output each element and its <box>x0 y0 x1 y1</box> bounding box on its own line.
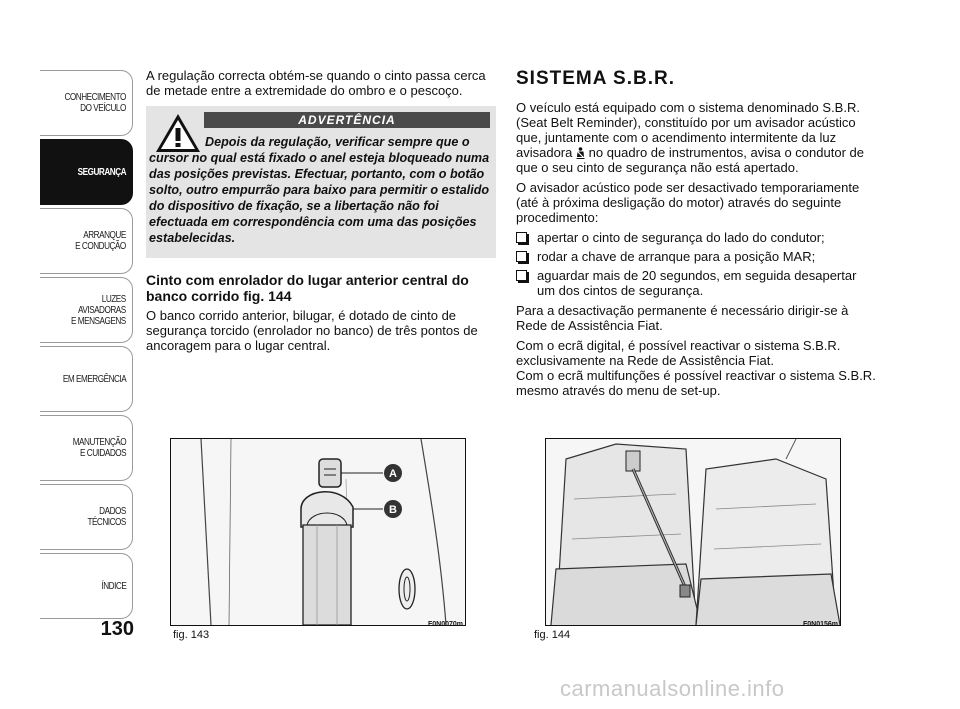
figure-caption: fig. 144 <box>534 629 571 641</box>
body-paragraph: O banco corrido anterior, bilugar, é dotado de cinto de segurança torcido (enrolador no banco) de três pontos de ancoragem para o lugar central. <box>146 308 478 353</box>
tab-manutencao[interactable]: MANUTENÇÃO E CUIDADOS <box>40 415 133 481</box>
tab-conhecimento[interactable]: CONHECIMENTO DO VEÍCULO <box>40 70 133 136</box>
intro-paragraph: A regulação correcta obtém-se quando o cinto passa cerca de metade entre a extremidade do ombro e o pescoço. <box>146 68 486 98</box>
figure-caption: fig. 143 <box>173 629 210 641</box>
warning-header: ADVERTÊNCIA <box>204 112 490 128</box>
tab-emergencia[interactable]: EM EMERGÊNCIA <box>40 346 133 412</box>
bench-seat-illustration <box>546 439 840 625</box>
chapter-sidebar <box>40 70 133 622</box>
callout-label-b: B <box>389 504 397 516</box>
warning-box <box>146 106 496 258</box>
sbr-paragraph-1 <box>516 100 876 175</box>
tab-arranque[interactable]: ARRANQUE E CONDUÇÃO <box>40 208 133 274</box>
tab-luzes[interactable]: LUZES AVISADORAS E MENSAGENS <box>40 277 133 343</box>
figure-143 <box>170 438 466 641</box>
page-number: 130 <box>100 618 134 640</box>
section-heading: Cinto com enrolador do lugar anterior central do banco corrido fig. 144 <box>146 272 469 304</box>
callout-label-a: A <box>389 468 397 480</box>
sbr-text-1b: no quadro de instrumentos, avisa o condutor de que o seu cinto de segurança não está apertado. <box>516 145 864 175</box>
tab-indice[interactable]: ÍNDICE <box>40 553 133 619</box>
sbr-paragraph-4: Com o ecrã digital, é possível reactivar o sistema S.B.R. exclusivamente na Rede de Assistência Fiat. <box>516 338 841 368</box>
figure-code: F0N0070m <box>427 621 463 628</box>
tab-dados[interactable]: DADOS TÉCNICOS <box>40 484 133 550</box>
sbr-paragraph-3: Para a desactivação permanente é necessário dirigir-se à Rede de Assistência Fiat. <box>516 303 849 333</box>
sbr-paragraph-5: Com o ecrã multifunções é possível reactivar o sistema S.B.R. mesmo através do menu de set-up. <box>516 368 876 398</box>
tab-seguranca[interactable]: SEGURANÇA <box>40 139 133 205</box>
seatbelt-warning-icon <box>576 147 585 159</box>
watermark: carmanualsonline.info <box>560 676 785 701</box>
figure-144 <box>534 438 841 641</box>
belt-adjuster-illustration <box>171 439 465 625</box>
section-title: SISTEMA S.B.R. <box>516 68 675 89</box>
warning-text: Depois da regulação, verificar sempre que o cursor no qual está fixado o anel esteja bloqueado numa das posições previstas. Efectuar, portanto, com o botão solto, outro empurrão para baixo para permitir o estalido do dispositivo de fixação, se a libertação não foi efectuada em correspondência com uma das posições estabelecidas. <box>149 135 490 245</box>
sbr-paragraph-2: O avisador acústico pode ser desactivado temporariamente (até à próxima desligação do motor) através do seguinte procedimento: <box>516 180 860 225</box>
figure-code: F0N0156m <box>802 621 838 628</box>
procedure-list <box>516 230 876 298</box>
left-column <box>146 68 496 358</box>
right-column <box>516 68 876 403</box>
sbr-text-1a: O veículo está equipado com o sistema denominado S.B.R. (Seat Belt Reminder), constituído por um avisador acústico que, juntamente com o acendimento intermitente da luz avisadora <box>516 100 860 160</box>
list-item: aguardar mais de 20 segundos, em seguida desapertar um dos cintos de segurança. <box>516 268 876 298</box>
list-item: rodar a chave de arranque para a posição MAR; <box>516 249 876 264</box>
list-item: apertar o cinto de segurança do lado do condutor; <box>516 230 876 245</box>
